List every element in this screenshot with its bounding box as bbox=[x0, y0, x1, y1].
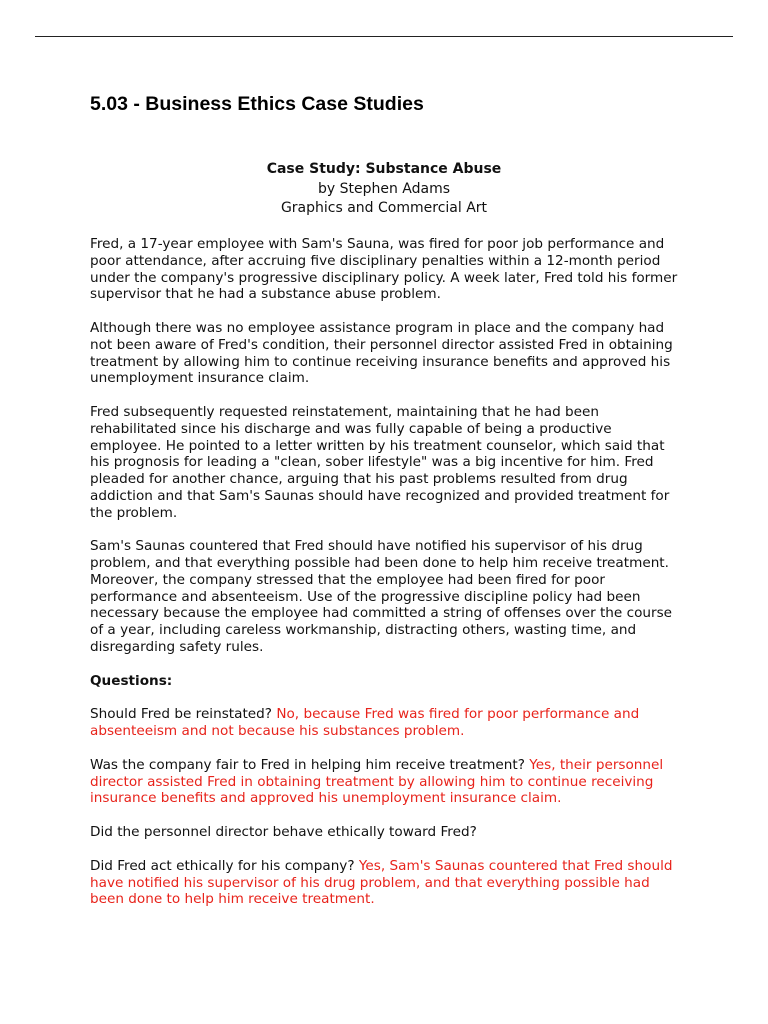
answer-text: No, because Fred was fired for poor performance and absenteeism and not because his substances problem. bbox=[90, 706, 640, 739]
question-item bbox=[90, 757, 678, 807]
document-body bbox=[90, 236, 678, 925]
document-title: 5.03 - Business Ethics Case Studies bbox=[90, 93, 424, 115]
top-rule bbox=[35, 36, 733, 37]
paragraph: Fred subsequently requested reinstatement, maintaining that he had been rehabilitated since his discharge and was fully capable of being a productive employee. He pointed to a letter written by his treatment counselor, which said that his prognosis for leading a "clean, sober lifestyle" was a big incentive for him. Fred pleaded for another chance, arguing that his past problems resulted from drug addiction and that Sam's Saunas should have recognized and provided treatment for the problem. bbox=[90, 404, 670, 521]
paragraph: Fred, a 17-year employee with Sam's Sauna, was fired for poor job performance and poor attendance, after accruing five disciplinary penalties within a 12-month period under the company's progressive disciplinary policy. A week later, Fred told his former supervisor that he had a substance abuse problem. bbox=[90, 236, 678, 303]
answer-text: Yes, Sam's Saunas countered that Fred should have notified his supervisor of his drug problem, and that everything possible had been done to help him receive treatment. bbox=[90, 857, 673, 908]
questions-heading: Questions: bbox=[90, 672, 173, 689]
case-header bbox=[90, 160, 678, 219]
question-text: Should Fred be reinstated? bbox=[90, 706, 272, 723]
paragraph: Sam's Saunas countered that Fred should have notified his supervisor of his drug problem, and that everything possible had been done to help him receive treatment. Moreover, the company stressed that the employee had been fired for poor performance and absenteeism. Use of the progressive discipline policy had been necessary because the employee had committed a string of offenses over the course of a year, including careless workmanship, distracting others, wasting time, and disregarding safety rules. bbox=[90, 538, 673, 655]
answer-text: Yes, their personnel director assisted Fred in obtaining treatment by allowing him to continue receiving insurance benefits and approved his unemployment insurance claim. bbox=[90, 756, 664, 807]
case-study-title: Case Study: Substance Abuse bbox=[266, 161, 502, 177]
paragraph: Although there was no employee assistance program in place and the company had not been aware of Fred's condition, their personnel director assisted Fred in obtaining treatment by allowing him to continue receiving insurance benefits and approved his unemployment insurance claim. bbox=[90, 320, 673, 387]
question-text: Did Fred act ethically for his company? bbox=[90, 857, 355, 874]
byline: by Stephen Adams bbox=[317, 180, 451, 197]
course-name: Graphics and Commercial Art bbox=[280, 200, 488, 216]
question-text: Did the personnel director behave ethically toward Fred? bbox=[90, 824, 477, 840]
question-text: Was the company fair to Fred in helping him receive treatment? bbox=[90, 756, 525, 773]
question-item bbox=[90, 858, 678, 908]
question-item bbox=[90, 706, 678, 740]
question-item bbox=[90, 824, 678, 841]
